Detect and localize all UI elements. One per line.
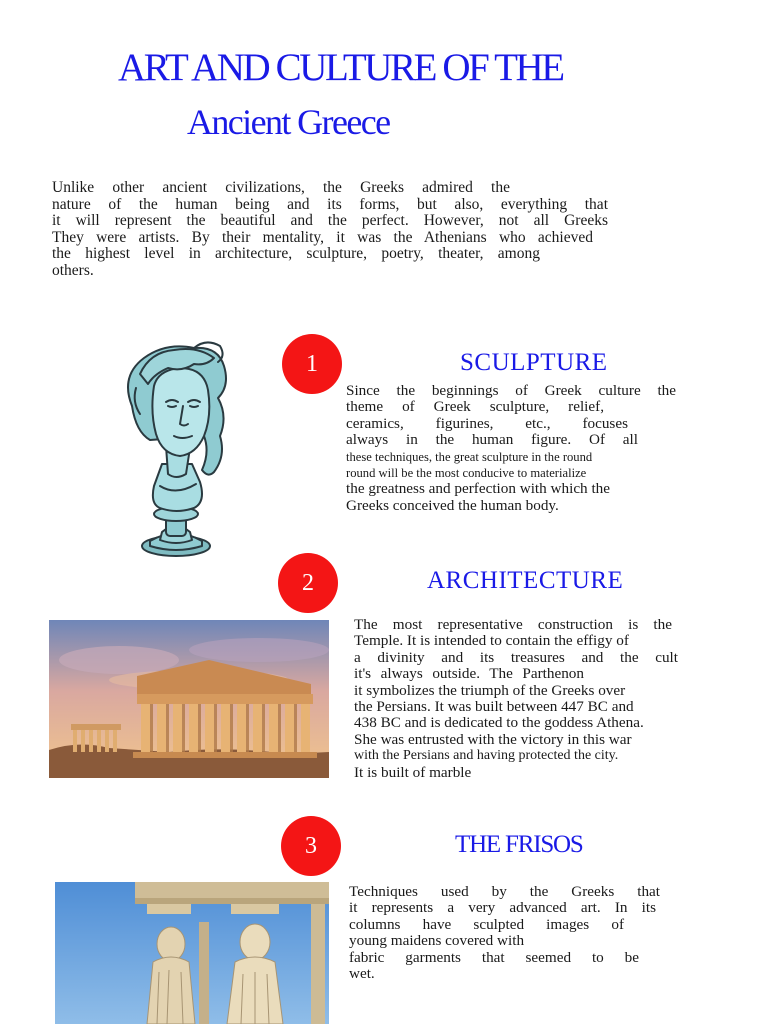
- para-line: The most representative construction is the: [354, 616, 672, 633]
- para-line: It is built of marble: [354, 763, 472, 781]
- intro-line: They were artists. By their mentality, it was the Athenians who achieved: [52, 228, 593, 246]
- section-heading: SCULPTURE: [460, 349, 608, 376]
- section-heading: ARCHITECTURE: [427, 567, 624, 594]
- section-paragraph: [354, 617, 678, 781]
- para-line: fabric garments that seemed to be: [349, 948, 639, 966]
- para-line: the Persians. It was built between 447 BC and: [354, 698, 634, 716]
- para-line: Techniques used by the Greeks that: [349, 883, 660, 900]
- intro-line: Unlike other ancient civilizations, the Greeks admired the: [52, 179, 510, 196]
- para-line: these techniques, the great sculpture in the round: [346, 449, 593, 464]
- para-line: it's always outside. The Parthenon: [354, 665, 584, 683]
- parthenon-photo: [49, 620, 329, 778]
- para-line: columns have sculpted images of: [349, 915, 624, 933]
- para-line: with the Persians and having protected the city.: [354, 748, 619, 764]
- para-line: Greeks conceived the human body.: [346, 496, 559, 514]
- page-title: ART AND CULTURE OF THE: [118, 46, 563, 89]
- section-number-badge: 1: [282, 334, 342, 394]
- intro-line: others.: [52, 261, 94, 279]
- para-line: theme of Greek sculpture, relief,: [346, 398, 604, 416]
- para-line: Since the beginnings of Greek culture the: [346, 382, 676, 399]
- section-paragraph: [346, 383, 676, 514]
- intro-line: it will represent the beautiful and the perfect. However, not all Greeks: [52, 212, 608, 229]
- para-line: ceramics, figurines, etc., focuses: [346, 414, 628, 432]
- para-line: it represents a very advanced art. In its: [349, 899, 656, 917]
- intro-line: nature of the human being and its forms, but also, everything that: [52, 195, 608, 213]
- section-heading: THE FRISOS: [455, 831, 583, 858]
- para-line: 438 BC and is dedicated to the goddess Athena.: [354, 714, 644, 732]
- section-number-badge: 3: [281, 816, 341, 876]
- para-line: a divinity and its treasures and the cult: [354, 648, 678, 666]
- intro-line: the highest level in architecture, sculpture, poetry, theater, among: [52, 245, 540, 262]
- para-line: She was entrusted with the victory in this war: [354, 730, 632, 748]
- para-line: young maidens covered with: [349, 932, 525, 950]
- para-line: wet.: [349, 965, 375, 983]
- para-line: it symbolizes the triumph of the Greeks over: [354, 681, 626, 699]
- intro-paragraph: [52, 180, 612, 279]
- para-line: round will be the most conducive to materialize: [346, 466, 587, 481]
- para-line: always in the human figure. Of all: [346, 431, 638, 449]
- para-line: the greatness and perfection with which the: [346, 480, 611, 498]
- section-number-badge: 2: [278, 553, 338, 613]
- para-line: Temple. It is intended to contain the effigy of: [354, 632, 629, 650]
- section-paragraph: [349, 884, 660, 982]
- caryatids-photo: [55, 882, 329, 1024]
- greek-bust-icon: [110, 336, 242, 560]
- page-subtitle: Ancient Greece: [187, 102, 390, 142]
